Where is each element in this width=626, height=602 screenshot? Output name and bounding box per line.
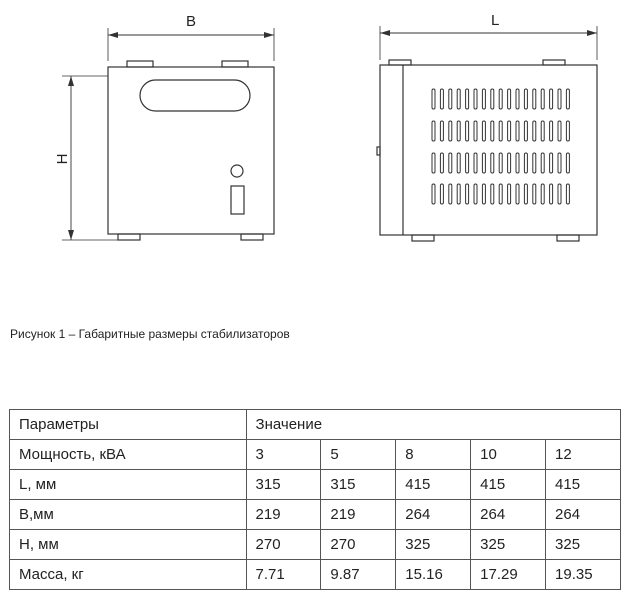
- vent-slot: [508, 184, 511, 204]
- row-value-cell: 9.87: [321, 560, 396, 590]
- vent-slot: [499, 121, 502, 141]
- vent-slot: [440, 121, 443, 141]
- vent-slot: [508, 153, 511, 173]
- row-param-label: Масса, кг: [10, 560, 247, 590]
- vent-slot: [533, 153, 536, 173]
- vent-slot: [508, 121, 511, 141]
- vent-slot: [474, 153, 477, 173]
- row-param-label: В,мм: [10, 500, 247, 530]
- row-value-cell: 12: [546, 440, 621, 470]
- row-value-cell: 415: [471, 470, 546, 500]
- row-value-cell: 315: [246, 470, 321, 500]
- vent-slot: [491, 121, 494, 141]
- vent-slot: [449, 89, 452, 109]
- vent-slot: [566, 121, 569, 141]
- row-param-label: Н, мм: [10, 530, 247, 560]
- vent-slot: [474, 184, 477, 204]
- dimension-l: [380, 26, 597, 60]
- vent-slot: [491, 153, 494, 173]
- dimension-b: [108, 28, 274, 61]
- row-value-cell: 19.35: [546, 560, 621, 590]
- vent-slot: [516, 184, 519, 204]
- vent-slot: [432, 153, 435, 173]
- vent-slot: [499, 89, 502, 109]
- vent-slot: [516, 89, 519, 109]
- header-param: Параметры: [10, 410, 247, 440]
- vent-slot: [457, 153, 460, 173]
- vent-slot: [432, 121, 435, 141]
- vent-slot: [457, 121, 460, 141]
- vent-slot: [541, 153, 544, 173]
- row-value-cell: 264: [396, 500, 471, 530]
- row-value-cell: 15.16: [396, 560, 471, 590]
- vent-slot: [474, 121, 477, 141]
- vent-slot: [558, 153, 561, 173]
- vent-slot: [457, 89, 460, 109]
- parameters-table: [9, 409, 621, 590]
- vent-slot: [558, 89, 561, 109]
- vent-slot: [499, 153, 502, 173]
- vent-slot: [533, 89, 536, 109]
- row-value-cell: 315: [321, 470, 396, 500]
- vent-slot: [466, 153, 469, 173]
- table-row: [10, 470, 621, 500]
- dimension-l-label: L: [491, 12, 500, 29]
- row-value-cell: 5: [321, 440, 396, 470]
- table-header-row: [10, 410, 621, 440]
- vent-slot: [432, 89, 435, 109]
- row-value-cell: 264: [471, 500, 546, 530]
- vent-slot: [508, 89, 511, 109]
- vent-slot: [541, 121, 544, 141]
- vent-slot: [558, 121, 561, 141]
- row-value-cell: 10: [471, 440, 546, 470]
- vent-slot: [440, 153, 443, 173]
- vent-slot: [566, 89, 569, 109]
- vent-slot: [449, 153, 452, 173]
- vent-slot: [466, 121, 469, 141]
- vent-slot: [449, 184, 452, 204]
- vent-slot: [466, 184, 469, 204]
- vent-slot: [482, 121, 485, 141]
- dimension-h-label: H: [54, 153, 71, 165]
- row-value-cell: 415: [546, 470, 621, 500]
- vent-slot: [541, 184, 544, 204]
- row-value-cell: 270: [321, 530, 396, 560]
- table-row: [10, 560, 621, 590]
- vent-slot: [566, 184, 569, 204]
- row-value-cell: 3: [246, 440, 321, 470]
- dimension-b-label: B: [186, 13, 197, 30]
- row-value-cell: 17.29: [471, 560, 546, 590]
- side-view: [377, 60, 597, 241]
- vent-slot: [440, 184, 443, 204]
- front-view: [108, 61, 274, 240]
- row-value-cell: 325: [546, 530, 621, 560]
- vent-slot: [550, 184, 553, 204]
- vent-slot: [482, 184, 485, 204]
- row-value-cell: 8: [396, 440, 471, 470]
- row-value-cell: 219: [321, 500, 396, 530]
- vent-slot: [550, 153, 553, 173]
- table-row: [10, 500, 621, 530]
- vent-slot: [566, 153, 569, 173]
- vent-slot: [482, 153, 485, 173]
- vent-slot: [466, 89, 469, 109]
- vent-slot: [524, 184, 527, 204]
- vent-slot: [550, 121, 553, 141]
- vent-slot: [499, 184, 502, 204]
- vent-slot: [516, 121, 519, 141]
- vent-slot: [533, 121, 536, 141]
- vent-slot: [550, 89, 553, 109]
- vent-slot: [491, 89, 494, 109]
- vent-slot: [491, 184, 494, 204]
- vent-slot: [449, 121, 452, 141]
- technical-drawing: [0, 0, 626, 300]
- table-row: [10, 530, 621, 560]
- vent-slot: [482, 89, 485, 109]
- ventilation-slots: [432, 89, 569, 204]
- vent-slot: [457, 184, 460, 204]
- row-value-cell: 264: [546, 500, 621, 530]
- row-param-label: L, мм: [10, 470, 247, 500]
- row-value-cell: 325: [471, 530, 546, 560]
- row-param-label: Мощность, кВА: [10, 440, 247, 470]
- header-value: Значение: [246, 410, 620, 440]
- figure-caption: Рисунок 1 – Габаритные размеры стабилизаторов: [10, 327, 290, 341]
- vent-slot: [533, 184, 536, 204]
- vent-slot: [524, 89, 527, 109]
- vent-slot: [524, 153, 527, 173]
- row-value-cell: 219: [246, 500, 321, 530]
- row-value-cell: 7.71: [246, 560, 321, 590]
- table-row: [10, 440, 621, 470]
- vent-slot: [432, 184, 435, 204]
- row-value-cell: 415: [396, 470, 471, 500]
- vent-slot: [440, 89, 443, 109]
- vent-slot: [524, 121, 527, 141]
- vent-slot: [541, 89, 544, 109]
- vent-slot: [474, 89, 477, 109]
- row-value-cell: 270: [246, 530, 321, 560]
- row-value-cell: 325: [396, 530, 471, 560]
- vent-slot: [558, 184, 561, 204]
- vent-slot: [516, 153, 519, 173]
